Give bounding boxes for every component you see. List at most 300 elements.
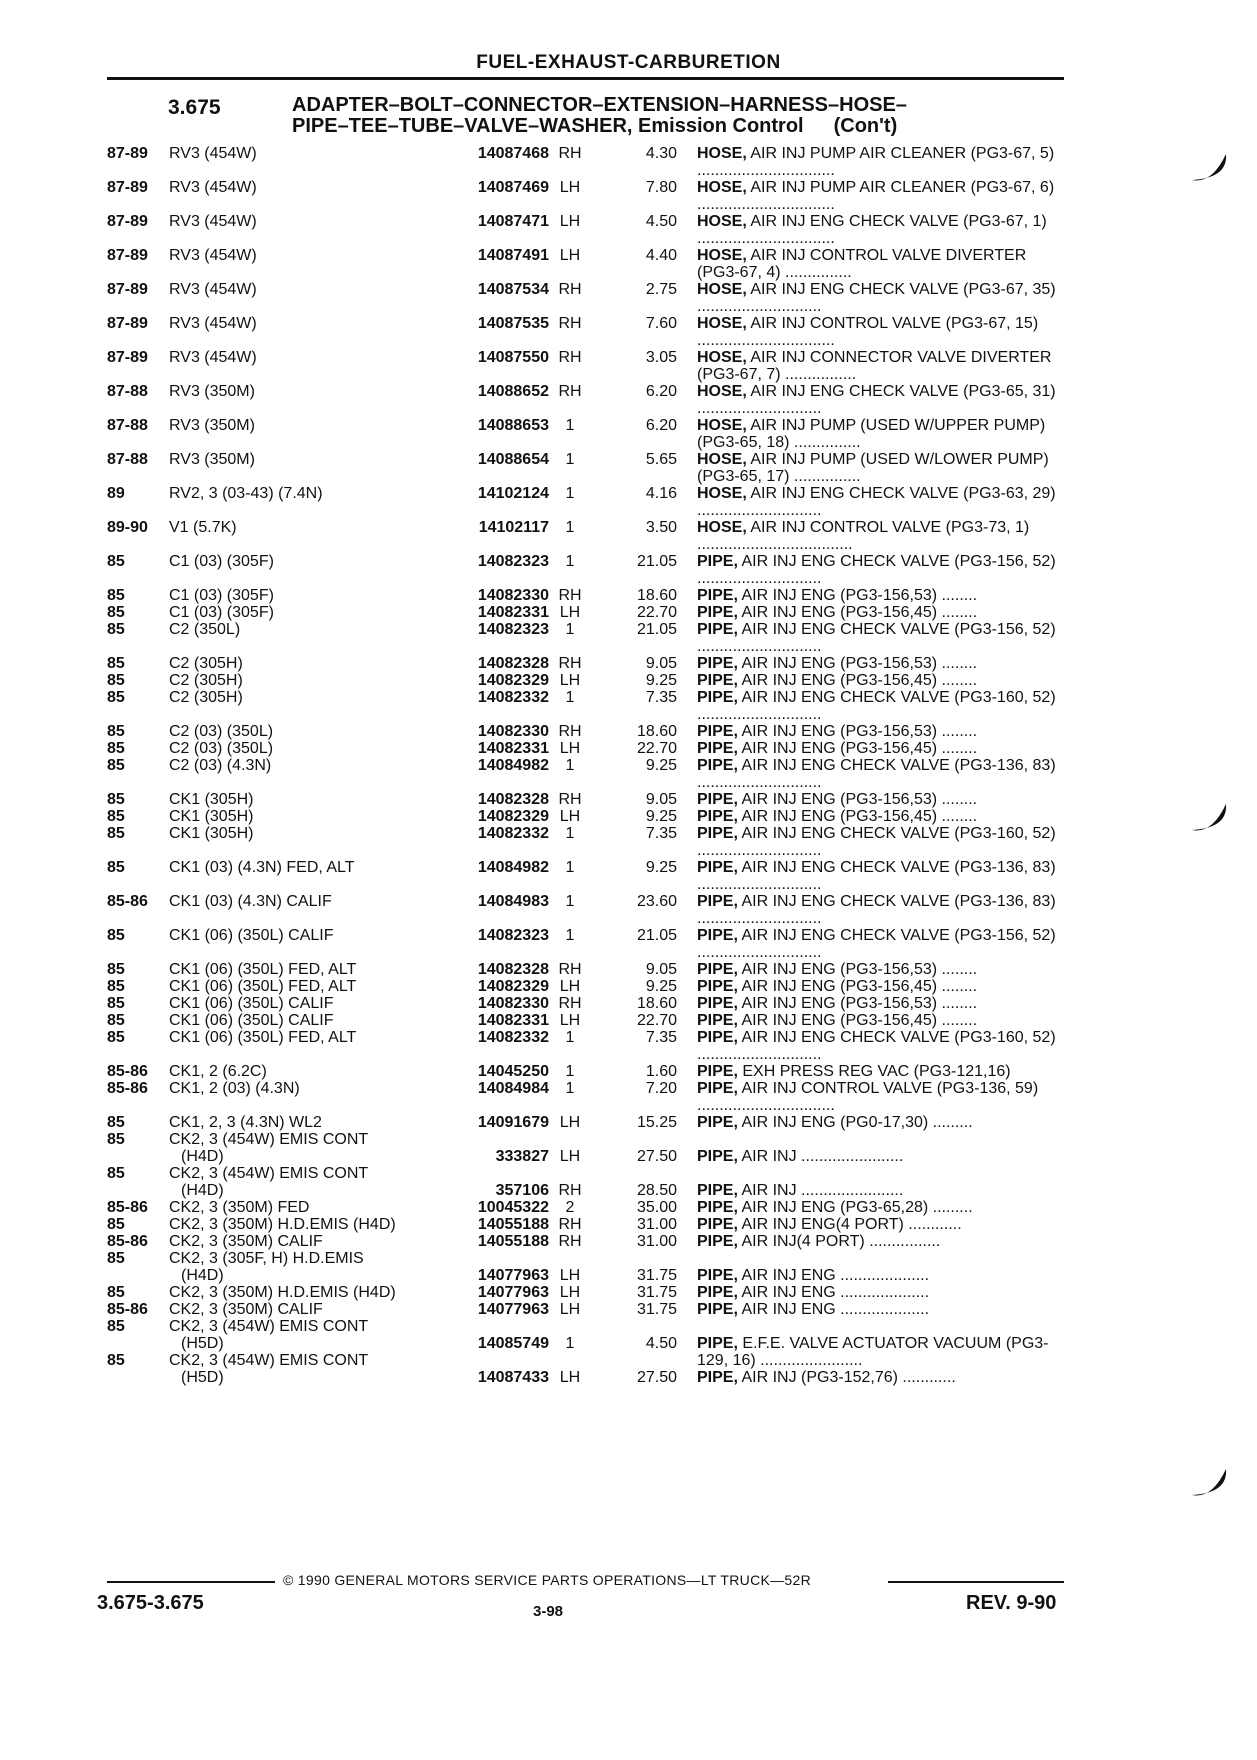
row-part-number: 14082329 xyxy=(477,672,549,689)
table-row xyxy=(107,451,1067,485)
row-quantity: RH xyxy=(558,995,582,1012)
row-price: 31.00 xyxy=(636,1233,677,1250)
row-year: 85 xyxy=(107,723,125,740)
row-description-text: AIR INJ ENG CHECK VALVE (PG3-160, 52) ............................ xyxy=(697,825,1056,859)
row-price: 28.50 xyxy=(636,1182,677,1199)
row-description xyxy=(697,519,1073,553)
row-quantity: 1 xyxy=(565,893,575,910)
row-year: 85-86 xyxy=(107,1233,148,1250)
row-description-text: AIR INJ CONNECTOR VALVE DIVERTER (PG3-67, 7) ................ xyxy=(697,349,1052,383)
row-part-number: 14091679 xyxy=(477,1114,549,1131)
row-description xyxy=(697,1199,1073,1216)
row-description-type: HOSE, xyxy=(697,383,747,400)
row-year: 87-89 xyxy=(107,145,148,162)
row-quantity: 1 xyxy=(565,689,575,706)
row-year: 87-88 xyxy=(107,451,148,468)
row-description-text: AIR INJ ENG (PG3-156,45) ........ xyxy=(737,808,978,825)
row-price: 2.75 xyxy=(645,281,677,298)
row-price: 4.40 xyxy=(645,247,677,264)
row-part-number: 14087468 xyxy=(477,145,549,162)
row-description xyxy=(697,1233,1073,1250)
row-quantity: RH xyxy=(558,791,582,808)
row-price: 3.05 xyxy=(645,349,677,366)
row-description xyxy=(697,281,1073,315)
row-year: 85 xyxy=(107,1216,125,1233)
row-description-text: AIR INJ ENG(4 PORT) ............ xyxy=(737,1216,962,1233)
row-model-text: RV3 (350M) xyxy=(169,383,255,400)
row-description-text: AIR INJ (PG3-152,76) ............ xyxy=(737,1369,956,1386)
row-part-number: 14087535 xyxy=(477,315,549,332)
row-description xyxy=(697,723,1073,740)
table-row xyxy=(107,1165,1067,1199)
row-description xyxy=(697,1148,1073,1165)
row-price: 9.05 xyxy=(645,655,677,672)
row-model-continued: (H5D) xyxy=(181,1335,224,1352)
row-year: 85 xyxy=(107,655,125,672)
row-price: 27.50 xyxy=(636,1148,677,1165)
row-year: 89 xyxy=(107,485,125,502)
table-row xyxy=(107,519,1067,553)
row-model-text: CK2, 3 (350M) H.D.EMIS (H4D) xyxy=(169,1284,396,1301)
row-model-text: CK1 (06) (350L) FED, ALT xyxy=(169,1029,357,1046)
row-part-number: 14082330 xyxy=(477,587,549,604)
row-price: 4.30 xyxy=(645,145,677,162)
row-quantity: LH xyxy=(559,1301,581,1318)
row-year: 85 xyxy=(107,740,125,757)
row-description-text: AIR INJ ENG CHECK VALVE (PG3-156, 52) ............................ xyxy=(697,927,1056,961)
row-description-text: AIR INJ ENG (PG3-156,53) ........ xyxy=(737,587,978,604)
row-year: 85 xyxy=(107,587,125,604)
row-year: 89-90 xyxy=(107,519,148,536)
row-description xyxy=(697,1301,1073,1318)
row-part-number: 14085749 xyxy=(477,1335,549,1352)
row-quantity: LH xyxy=(559,1012,581,1029)
row-part-number: 14087433 xyxy=(477,1369,549,1386)
row-part-number: 14082332 xyxy=(477,1029,549,1046)
footer-revision: REV. 9-90 xyxy=(966,1592,1057,1614)
table-row xyxy=(107,859,1067,893)
row-description-type: PIPE, xyxy=(697,553,738,570)
row-description-type: HOSE, xyxy=(697,179,747,196)
row-price: 7.80 xyxy=(645,179,677,196)
row-quantity: RH xyxy=(558,145,582,162)
table-row xyxy=(107,978,1067,995)
row-part-number: 14077963 xyxy=(477,1301,549,1318)
section-title-line1: ADAPTER–BOLT–CONNECTOR–EXTENSION–HARNESS–HOSE– xyxy=(292,94,907,116)
table-row xyxy=(107,587,1067,604)
row-description-type: PIPE, xyxy=(697,1029,738,1046)
row-part-number: 14102124 xyxy=(477,485,549,502)
row-year: 87-89 xyxy=(107,179,148,196)
row-description xyxy=(697,383,1073,417)
table-row xyxy=(107,1301,1067,1318)
row-description-text: AIR INJ ENG (PG3-156,45) ........ xyxy=(737,604,978,621)
row-price: 27.50 xyxy=(636,1369,677,1386)
row-description-text: AIR INJ ENG .................... xyxy=(737,1284,930,1301)
row-description-text: AIR INJ ENG CHECK VALVE (PG3-136, 83) ............................ xyxy=(697,893,1056,927)
row-price: 5.65 xyxy=(645,451,677,468)
row-description-text: AIR INJ ENG (PG3-156,53) ........ xyxy=(737,655,978,672)
table-row xyxy=(107,485,1067,519)
row-part-number: 14087550 xyxy=(477,349,549,366)
row-part-number: 14084984 xyxy=(477,1080,549,1097)
table-row xyxy=(107,1250,1067,1284)
row-quantity: 2 xyxy=(565,1199,575,1216)
row-year: 85 xyxy=(107,1352,125,1369)
row-description xyxy=(697,179,1073,213)
row-model-text: CK2, 3 (305F, H) H.D.EMIS xyxy=(169,1250,364,1267)
row-description-text: AIR INJ ....................... xyxy=(737,1148,904,1165)
binder-hole-mark-3-icon xyxy=(1190,1465,1230,1505)
table-row xyxy=(107,893,1067,927)
row-description-text: AIR INJ CONTROL VALVE (PG3-67, 15) ............................... xyxy=(697,315,1039,349)
row-description xyxy=(697,859,1073,893)
row-description-type: PIPE, xyxy=(697,689,738,706)
row-description-type: PIPE, xyxy=(697,1335,738,1352)
row-price: 6.20 xyxy=(645,383,677,400)
row-year: 85 xyxy=(107,1012,125,1029)
table-row xyxy=(107,723,1067,740)
row-price: 21.05 xyxy=(636,553,677,570)
row-description-type: HOSE, xyxy=(697,485,747,502)
section-title-suffix: Emission Control xyxy=(638,115,804,137)
row-description xyxy=(697,808,1073,825)
row-part-number: 14082323 xyxy=(477,621,549,638)
row-year: 85 xyxy=(107,961,125,978)
table-row xyxy=(107,791,1067,808)
row-quantity: 1 xyxy=(565,1335,575,1352)
row-model-text: C2 (03) (4.3N) xyxy=(169,757,272,774)
row-description-text: AIR INJ ENG .................... xyxy=(737,1267,930,1284)
row-model-continued: (H4D) xyxy=(181,1148,224,1165)
row-part-number: 14087471 xyxy=(477,213,549,230)
row-price: 22.70 xyxy=(636,604,677,621)
row-model-text: CK1 (305H) xyxy=(169,808,254,825)
row-description xyxy=(697,315,1073,349)
row-model-text: C1 (03) (305F) xyxy=(169,553,274,570)
row-price: 21.05 xyxy=(636,927,677,944)
table-row xyxy=(107,1199,1067,1216)
row-part-number: 14088652 xyxy=(477,383,549,400)
table-row xyxy=(107,1352,1067,1386)
row-description-text: E.F.E. VALVE ACTUATOR VACUUM (PG3-129, 16) ....................... xyxy=(697,1335,1049,1369)
row-description-text: AIR INJ ENG (PG3-156,45) ........ xyxy=(737,1012,978,1029)
row-description-type: PIPE, xyxy=(697,1301,738,1318)
row-quantity: 1 xyxy=(565,859,575,876)
row-description-text: AIR INJ ENG CHECK VALVE (PG3-65, 31) ............................ xyxy=(697,383,1056,417)
row-price: 9.25 xyxy=(645,978,677,995)
row-part-number: 14082330 xyxy=(477,995,549,1012)
section-title-line2-text: PIPE–TEE–TUBE–VALVE–WASHER, xyxy=(292,115,633,137)
row-price: 3.50 xyxy=(645,519,677,536)
row-description-type: HOSE, xyxy=(697,247,747,264)
row-year: 85-86 xyxy=(107,1301,148,1318)
table-row xyxy=(107,1216,1067,1233)
row-price: 18.60 xyxy=(636,587,677,604)
row-description-type: HOSE, xyxy=(697,417,747,434)
row-model-text: C1 (03) (305F) xyxy=(169,587,274,604)
row-year: 87-89 xyxy=(107,213,148,230)
row-quantity: RH xyxy=(558,383,582,400)
row-price: 35.00 xyxy=(636,1199,677,1216)
row-description xyxy=(697,961,1073,978)
row-quantity: LH xyxy=(559,672,581,689)
row-description-type: PIPE, xyxy=(697,808,738,825)
row-description-text: AIR INJ CONTROL VALVE DIVERTER (PG3-67, 4) ............... xyxy=(697,247,1027,281)
table-row xyxy=(107,315,1067,349)
row-year: 87-88 xyxy=(107,383,148,400)
row-quantity: RH xyxy=(558,723,582,740)
table-row xyxy=(107,689,1067,723)
row-quantity: 1 xyxy=(565,825,575,842)
row-part-number: 14077963 xyxy=(477,1267,549,1284)
row-quantity: 1 xyxy=(565,553,575,570)
row-model-text: RV3 (454W) xyxy=(169,349,257,366)
row-price: 1.60 xyxy=(645,1063,677,1080)
row-quantity: RH xyxy=(558,281,582,298)
row-description-type: PIPE, xyxy=(697,995,738,1012)
row-description xyxy=(697,1284,1073,1301)
row-price: 7.20 xyxy=(645,1080,677,1097)
row-part-number: 14055188 xyxy=(477,1216,549,1233)
row-description-text: AIR INJ ENG (PG3-156,53) ........ xyxy=(737,723,978,740)
row-part-number: 14088653 xyxy=(477,417,549,434)
row-description xyxy=(697,1029,1073,1063)
row-description-text: AIR INJ ENG (PG3-65,28) ......... xyxy=(737,1199,973,1216)
row-description-type: PIPE, xyxy=(697,825,738,842)
row-part-number: 14082331 xyxy=(477,1012,549,1029)
row-description-type: PIPE, xyxy=(697,927,738,944)
row-description-type: PIPE, xyxy=(697,1199,738,1216)
row-year: 85 xyxy=(107,825,125,842)
table-row xyxy=(107,1318,1067,1369)
row-description xyxy=(697,825,1073,859)
row-part-number: 14082323 xyxy=(477,927,549,944)
row-description-type: PIPE, xyxy=(697,1114,738,1131)
row-model-text: RV3 (454W) xyxy=(169,315,257,332)
row-description-type: PIPE, xyxy=(697,1369,738,1386)
row-part-number: 14082331 xyxy=(477,740,549,757)
row-year: 85 xyxy=(107,1250,125,1267)
row-model-text: CK1, 2, 3 (4.3N) WL2 xyxy=(169,1114,322,1131)
row-part-number: 14077963 xyxy=(477,1284,549,1301)
row-quantity: RH xyxy=(558,1182,582,1199)
row-part-number: 14082328 xyxy=(477,791,549,808)
row-price: 7.35 xyxy=(645,1029,677,1046)
row-description-type: PIPE, xyxy=(697,1080,738,1097)
row-description xyxy=(697,740,1073,757)
row-description xyxy=(697,621,1073,655)
row-description xyxy=(697,451,1073,485)
row-year: 85 xyxy=(107,791,125,808)
row-description-text: AIR INJ ENG CHECK VALVE (PG3-156, 52) ............................ xyxy=(697,621,1056,655)
row-description-type: PIPE, xyxy=(697,1233,738,1250)
row-model-text: RV3 (454W) xyxy=(169,281,257,298)
row-quantity: LH xyxy=(559,740,581,757)
row-model-text: CK1 (06) (350L) CALIF xyxy=(169,995,334,1012)
row-quantity: LH xyxy=(559,1148,581,1165)
row-model-text: CK2, 3 (454W) EMIS CONT xyxy=(169,1318,369,1335)
row-model-text: RV3 (454W) xyxy=(169,145,257,162)
row-model-text: C2 (305H) xyxy=(169,689,243,706)
row-description-type: PIPE, xyxy=(697,893,738,910)
row-model-text: CK2, 3 (350M) FED xyxy=(169,1199,310,1216)
row-quantity: 1 xyxy=(565,451,575,468)
row-price: 22.70 xyxy=(636,1012,677,1029)
row-description-type: PIPE, xyxy=(697,723,738,740)
row-description xyxy=(697,672,1073,689)
row-model-text: CK1 (305H) xyxy=(169,791,254,808)
row-price: 31.75 xyxy=(636,1301,677,1318)
row-model-text: V1 (5.7K) xyxy=(169,519,237,536)
row-year: 87-89 xyxy=(107,247,148,264)
table-row xyxy=(107,961,1067,978)
row-year: 85 xyxy=(107,859,125,876)
row-description-text: AIR INJ PUMP AIR CLEANER (PG3-67, 5) ............................... xyxy=(697,145,1055,179)
binder-hole-mark-1-icon xyxy=(1190,150,1230,190)
row-description xyxy=(697,1182,1073,1199)
row-model-text: C2 (305H) xyxy=(169,672,243,689)
row-description-text: AIR INJ ENG (PG3-156,45) ........ xyxy=(737,672,978,689)
row-description-type: PIPE, xyxy=(697,1267,738,1284)
row-model-text: CK2, 3 (350M) CALIF xyxy=(169,1233,323,1250)
row-price: 15.25 xyxy=(636,1114,677,1131)
table-row xyxy=(107,1029,1067,1063)
row-description-type: HOSE, xyxy=(697,349,747,366)
row-quantity: 1 xyxy=(565,1063,575,1080)
row-model-text: CK2, 3 (350M) H.D.EMIS (H4D) xyxy=(169,1216,396,1233)
footer-range: 3.675-3.675 xyxy=(97,1592,204,1614)
row-description-text: AIR INJ ENG (PG3-156,53) ........ xyxy=(737,791,978,808)
row-price: 6.20 xyxy=(645,417,677,434)
row-year: 85 xyxy=(107,808,125,825)
table-row xyxy=(107,1233,1067,1250)
row-description-type: PIPE, xyxy=(697,1012,738,1029)
row-part-number: 14084983 xyxy=(477,893,549,910)
row-model-text: CK1, 2 (6.2C) xyxy=(169,1063,267,1080)
row-price: 7.35 xyxy=(645,689,677,706)
table-row xyxy=(107,281,1067,315)
row-model-text: CK1 (03) (4.3N) FED, ALT xyxy=(169,859,355,876)
table-row xyxy=(107,672,1067,689)
row-year: 85 xyxy=(107,1318,125,1335)
row-year: 85-86 xyxy=(107,1080,148,1097)
row-quantity: RH xyxy=(558,315,582,332)
row-description-text: AIR INJ PUMP AIR CLEANER (PG3-67, 6) ............................... xyxy=(697,179,1055,213)
row-description xyxy=(697,1369,1073,1386)
row-description xyxy=(697,978,1073,995)
row-description-type: PIPE, xyxy=(697,757,738,774)
row-description xyxy=(697,587,1073,604)
row-description xyxy=(697,213,1073,247)
row-description-text: AIR INJ ENG (PG3-156,53) ........ xyxy=(737,995,978,1012)
row-quantity: LH xyxy=(559,1114,581,1131)
row-model-text: RV3 (454W) xyxy=(169,213,257,230)
footer-page-number: 3-98 xyxy=(533,1603,564,1620)
row-model-text: C1 (03) (305F) xyxy=(169,604,274,621)
row-price: 7.35 xyxy=(645,825,677,842)
row-description xyxy=(697,927,1073,961)
row-part-number: 357106 xyxy=(495,1182,549,1199)
table-row xyxy=(107,1012,1067,1029)
row-model-text: CK1 (06) (350L) CALIF xyxy=(169,927,334,944)
row-price: 9.25 xyxy=(645,808,677,825)
row-year: 85 xyxy=(107,927,125,944)
row-description-text: AIR INJ ENG (PG3-156,53) ........ xyxy=(737,961,978,978)
table-row xyxy=(107,145,1067,179)
row-price: 7.60 xyxy=(645,315,677,332)
row-part-number: 14087469 xyxy=(477,179,549,196)
row-part-number: 14087534 xyxy=(477,281,549,298)
row-year: 85 xyxy=(107,978,125,995)
row-description-type: PIPE, xyxy=(697,740,738,757)
row-price: 9.25 xyxy=(645,859,677,876)
row-year: 85-86 xyxy=(107,1063,148,1080)
row-quantity: 1 xyxy=(565,927,575,944)
section-number: 3.675 xyxy=(168,96,221,119)
row-part-number: 14045250 xyxy=(477,1063,549,1080)
row-quantity: LH xyxy=(559,179,581,196)
row-price: 18.60 xyxy=(636,995,677,1012)
row-part-number: 14087491 xyxy=(477,247,549,264)
row-quantity: LH xyxy=(559,247,581,264)
row-description xyxy=(697,1063,1073,1080)
row-description-text: AIR INJ PUMP (USED W/UPPER PUMP) (PG3-65, 18) ............... xyxy=(697,417,1046,451)
table-row xyxy=(107,1284,1067,1301)
table-row xyxy=(107,417,1067,451)
row-description-type: PIPE, xyxy=(697,1063,738,1080)
row-price: 18.60 xyxy=(636,723,677,740)
row-description-type: HOSE, xyxy=(697,451,747,468)
row-year: 87-89 xyxy=(107,315,148,332)
header-rule xyxy=(107,77,1064,80)
row-model-continued: (H4D) xyxy=(181,1182,224,1199)
row-description-text: AIR INJ ENG (PG3-156,45) ........ xyxy=(737,978,978,995)
row-description-type: PIPE, xyxy=(697,1182,738,1199)
row-model-text: CK2, 3 (350M) CALIF xyxy=(169,1301,323,1318)
parts-list xyxy=(107,145,1067,1386)
row-quantity: RH xyxy=(558,655,582,672)
row-description-type: HOSE, xyxy=(697,281,747,298)
row-quantity: RH xyxy=(558,587,582,604)
section-title-line2 xyxy=(292,116,907,137)
row-description xyxy=(697,791,1073,808)
row-part-number: 14082331 xyxy=(477,604,549,621)
table-row xyxy=(107,604,1067,621)
row-description-type: HOSE, xyxy=(697,145,747,162)
row-description xyxy=(697,689,1073,723)
row-quantity: 1 xyxy=(565,417,575,434)
row-quantity: LH xyxy=(559,1284,581,1301)
row-year: 87-88 xyxy=(107,417,148,434)
row-model-text: CK1 (305H) xyxy=(169,825,254,842)
row-description xyxy=(697,1267,1073,1284)
row-description-text: AIR INJ(4 PORT) ................ xyxy=(737,1233,941,1250)
table-row xyxy=(107,757,1067,791)
row-part-number: 14082329 xyxy=(477,808,549,825)
row-quantity: 1 xyxy=(565,1080,575,1097)
table-row xyxy=(107,247,1067,281)
row-year: 85 xyxy=(107,621,125,638)
row-year: 85 xyxy=(107,1284,125,1301)
row-description-text: AIR INJ ENG CHECK VALVE (PG3-67, 35) ............................ xyxy=(697,281,1056,315)
row-part-number: 14084982 xyxy=(477,859,549,876)
row-model-text: CK1 (06) (350L) FED, ALT xyxy=(169,978,357,995)
row-price: 9.05 xyxy=(645,961,677,978)
row-quantity: RH xyxy=(558,349,582,366)
row-model-text: RV3 (350M) xyxy=(169,451,255,468)
row-model-text: CK1, 2 (03) (4.3N) xyxy=(169,1080,300,1097)
